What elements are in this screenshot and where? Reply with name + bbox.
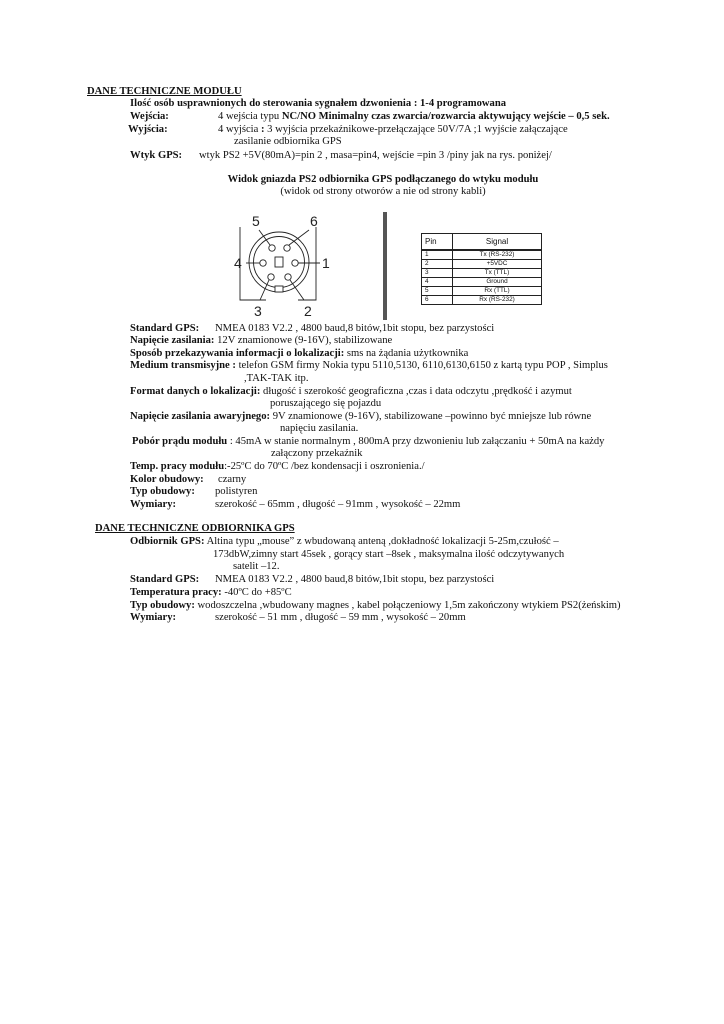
pin-hole-6 [284, 245, 290, 251]
socket-outer-ring [249, 232, 309, 292]
header-signal: Signal [453, 234, 542, 251]
standard-row: Standard GPS: [130, 323, 200, 334]
gps-plug-label: Wtyk GPS: [130, 150, 183, 161]
table-row: 3 Tx (TTL) [422, 269, 542, 278]
label-pin-2: 2 [304, 303, 312, 319]
gps-plug-value: wtyk PS2 +5V(80mA)=pin 2 , masa=pin4, wejście =pin 3 /piny jak na rys. poniżej/ [199, 150, 552, 161]
ps2-connector-diagram [232, 212, 342, 320]
table-row: 5 Rx (TTL) [422, 287, 542, 296]
header-pin: Pin [422, 234, 453, 251]
label-pin-3: 3 [254, 303, 262, 319]
case-label: Typ obudowy: [130, 486, 195, 497]
receiver-standard-value: NMEA 0183 V2.2 , 4800 baud,8 bitów,1bit stopu, bez parzystości [215, 574, 495, 585]
center-key [275, 257, 283, 267]
table-row: 6 Rx (RS-232) [422, 296, 542, 305]
receiver-dims-label: Wymiary: [130, 612, 177, 623]
label-pin-1: 1 [322, 255, 330, 271]
label-pin-4: 4 [234, 255, 242, 271]
dims-label: Wymiary: [130, 499, 177, 510]
receiver-gps-row-3: satelit –12. [233, 561, 280, 572]
outputs-label: Wyjścia: [128, 124, 168, 135]
receiver-gps-row: Odbiornik GPS: Altina typu „mouse” z wbudowaną anteną ,dokładność lokalizacji 5-25m,czułość – [130, 536, 559, 547]
current-row: Pobór prądu modułu : 45mA w stanie normalnym , 800mA przy dzwonieniu lub załączaniu + 50mA na każdy [132, 436, 605, 447]
module-heading: DANE TECHNICZNE MODUŁU [87, 86, 242, 97]
color-value: czarny [218, 474, 247, 485]
pin-hole-1 [292, 260, 298, 266]
dims-value: szerokość – 65mm , długość – 91mm , wysokość – 22mm [215, 499, 461, 510]
table-row: 2 +5VDC [422, 260, 542, 269]
medium-row-2: ,TAK-TAK itp. [244, 373, 309, 384]
pin-hole-4 [260, 260, 266, 266]
method-row: Sposób przekazywania informacji o lokalizacji: sms na żądania użytkownika [130, 348, 469, 359]
outputs-value-2: zasilanie odbiornika GPS [234, 136, 342, 147]
receiver-temp-row: Temperatura pracy: -40ºC do +85ºC [130, 587, 292, 598]
color-label: Kolor obudowy: [130, 474, 204, 485]
label-pin-6: 6 [310, 213, 318, 229]
receiver-heading: DANE TECHNICZNE ODBIORNIKA GPS [95, 523, 295, 534]
inputs-label: Wejścia: [130, 111, 169, 122]
receiver-standard-label: Standard GPS: [130, 574, 200, 585]
outputs-value: 4 wyjścia : 3 wyjścia przekaźnikowe-przełączające 50V/7A ;1 wyjście załączające [218, 124, 568, 135]
temp-row: Temp. pracy modułu:-25ºC do 70ºC /bez kondensacji i oszronienia./ [130, 461, 425, 472]
standard-value: NMEA 0183 V2.2 , 4800 baud,8 bitów,1bit stopu, bez parzystości [215, 323, 495, 334]
table-row: 1 Tx (RS-232) [422, 250, 542, 260]
receiver-dims-value: szerokość – 51 mm , długość – 59 mm , wysokość – 20mm [215, 612, 466, 623]
inputs-row [130, 111, 169, 123]
pin-hole-5 [269, 245, 275, 251]
medium-row: Medium transmisyjne : telefon GSM firmy Nokia typu 5110,5130, 6110,6130,6150 z kartą typu POP , Simplus [130, 360, 608, 371]
emergency-row: Napięcie zasilania awaryjnego: 9V znamionowe (9-16V), stabilizowane –powinno być mniejsze lub równe [130, 411, 592, 422]
receiver-gps-row-2: 173dbW,zimny start 45sek , gorący start –8sek , maksymalna ilość odczytywanych [213, 549, 565, 560]
figure-title: Widok gniazda PS2 odbiornika GPS podłączanego do wtyku modułu [227, 174, 539, 185]
pin-signal-table [421, 233, 542, 305]
table-row: 4 Ground [422, 278, 542, 287]
case-value: polistyren [215, 486, 258, 497]
format-row: Format danych o lokalizacji: długość i szerokość geograficzna ,czas i data odczytu ,prędkość i azymut [130, 386, 572, 397]
current-row-2: załączony przekaźnik [271, 448, 363, 459]
format-row-2: poruszającego się pojazdu [270, 398, 382, 409]
pin-hole-2 [285, 274, 291, 280]
pin-hole-3 [268, 274, 274, 280]
supply-row: Napięcie zasilania: 12V znamionowe (9-16V), stabilizowane [130, 335, 393, 346]
receiver-case-row: Typ obudowy: wodoszczelna ,wbudowany magnes , kabel połączeniowy 1,5m zakończony wtykiem PS2(żeńskim) [130, 600, 621, 611]
emergency-row-2: napięciu zasilania. [280, 423, 359, 434]
users-line: Ilość osób usprawnionych do sterowania sygnałem dzwonienia : 1-4 programowana [130, 98, 507, 109]
figure-subtitle: (widok od strony otworów a nie od strony kabli) [280, 186, 486, 197]
inputs-value: 4 wejścia typu NC/NO Minimalny czas zwarcia/rozwarcia aktywujący wejście – 0,5 sek. [218, 111, 610, 122]
label-pin-5: 5 [252, 213, 260, 229]
divider-bar [383, 212, 387, 320]
